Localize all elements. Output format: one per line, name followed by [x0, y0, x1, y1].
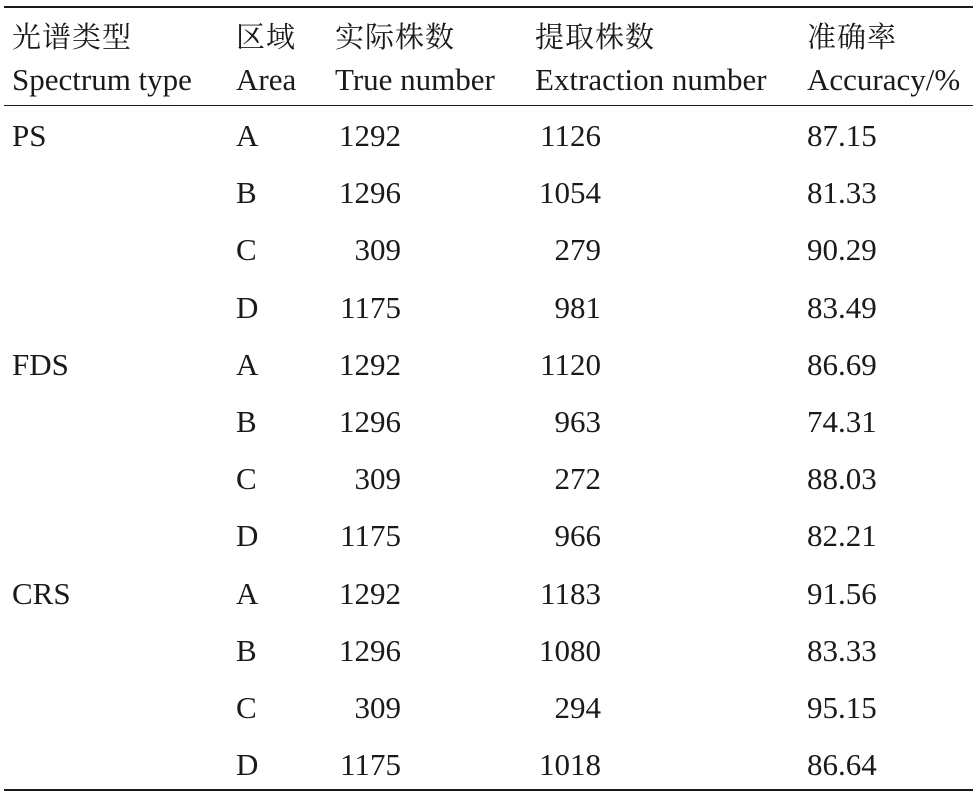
cell-accuracy: 81.33: [807, 175, 877, 211]
cell-extraction-number: 279: [554, 232, 601, 268]
cell-true-number: 1292: [339, 118, 401, 153]
header-extraction-number: [535, 20, 767, 97]
header-area-zh: 区域: [236, 20, 297, 54]
cell-extraction-number: 966: [554, 518, 601, 554]
cell-area: A: [236, 118, 259, 153]
table-row: [0, 336, 979, 393]
table-row: [0, 565, 979, 622]
cell-accuracy: 88.03: [807, 461, 877, 497]
cell-area: D: [236, 289, 259, 325]
cell-extraction-number: 963: [554, 403, 601, 439]
cell-spectrum-type: CRS: [12, 575, 71, 611]
table-bottom-rule: [4, 789, 973, 791]
table-row: [0, 221, 979, 278]
header-spectrum-type-en: Spectrum type: [12, 62, 192, 97]
cell-area: C: [236, 232, 257, 268]
table-row: [0, 393, 979, 450]
cell-area: C: [236, 689, 257, 725]
table-row: [0, 679, 979, 736]
cell-accuracy: 95.15: [807, 689, 877, 725]
cell-area: B: [236, 175, 257, 211]
table-row: [0, 107, 979, 164]
cell-true-number: 1175: [340, 289, 401, 325]
cell-true-number: 1292: [339, 346, 401, 382]
cell-true-number: 309: [354, 689, 401, 725]
table-row: [0, 279, 979, 336]
cell-accuracy: 74.31: [807, 403, 877, 439]
header-spectrum-type-zh: 光谱类型: [12, 20, 133, 54]
cell-extraction-number: 1080: [539, 632, 601, 668]
header-accuracy: [807, 20, 960, 97]
cell-true-number: 1175: [340, 518, 401, 554]
header-extraction-number-en: Extraction number: [535, 62, 767, 97]
table-row: [0, 736, 979, 793]
table-header-rule: [4, 105, 973, 106]
cell-true-number: 1175: [340, 747, 401, 783]
cell-extraction-number: 1054: [539, 175, 601, 211]
table-top-rule: [4, 6, 973, 8]
cell-area: C: [236, 461, 257, 497]
cell-accuracy: 87.15: [807, 118, 877, 153]
cell-area: D: [236, 518, 259, 554]
table-row: [0, 622, 979, 679]
cell-area: D: [236, 747, 259, 783]
table-row: [0, 450, 979, 507]
header-accuracy-en: Accuracy/%: [807, 62, 961, 97]
cell-accuracy: 86.69: [807, 346, 877, 382]
cell-true-number: 1296: [339, 175, 401, 211]
cell-accuracy: 83.33: [807, 632, 877, 668]
header-spectrum-type: [12, 20, 192, 97]
cell-area: A: [236, 346, 259, 382]
cell-extraction-number: 1183: [540, 575, 601, 611]
cell-area: B: [236, 403, 257, 439]
header-area: [236, 20, 296, 97]
cell-extraction-number: 1120: [540, 346, 601, 382]
header-true-number: [335, 20, 495, 97]
cell-accuracy: 82.21: [807, 518, 877, 554]
cell-accuracy: 83.49: [807, 289, 877, 325]
cell-true-number: 309: [354, 461, 401, 497]
cell-true-number: 1292: [339, 575, 401, 611]
table-body: [0, 107, 979, 793]
cell-true-number: 1296: [339, 403, 401, 439]
cell-accuracy: 90.29: [807, 232, 877, 268]
cell-extraction-number: 981: [554, 289, 601, 325]
header-true-number-zh: 实际株数: [335, 20, 456, 54]
cell-extraction-number: 1126: [540, 118, 601, 153]
table-row: [0, 507, 979, 564]
table-row: [0, 164, 979, 221]
header-extraction-number-zh: 提取株数: [535, 20, 656, 54]
header-accuracy-zh: 准确率: [807, 20, 898, 54]
cell-true-number: 1296: [339, 632, 401, 668]
cell-area: B: [236, 632, 257, 668]
cell-extraction-number: 1018: [539, 747, 601, 783]
cell-true-number: 309: [354, 232, 401, 268]
cell-accuracy: 91.56: [807, 575, 877, 611]
cell-extraction-number: 294: [554, 689, 601, 725]
header-area-en: Area: [236, 62, 297, 97]
cell-spectrum-type: FDS: [12, 346, 69, 382]
cell-accuracy: 86.64: [807, 747, 877, 783]
header-true-number-en: True number: [335, 62, 495, 97]
cell-spectrum-type: PS: [12, 118, 47, 153]
cell-extraction-number: 272: [554, 461, 601, 497]
cell-area: A: [236, 575, 259, 611]
